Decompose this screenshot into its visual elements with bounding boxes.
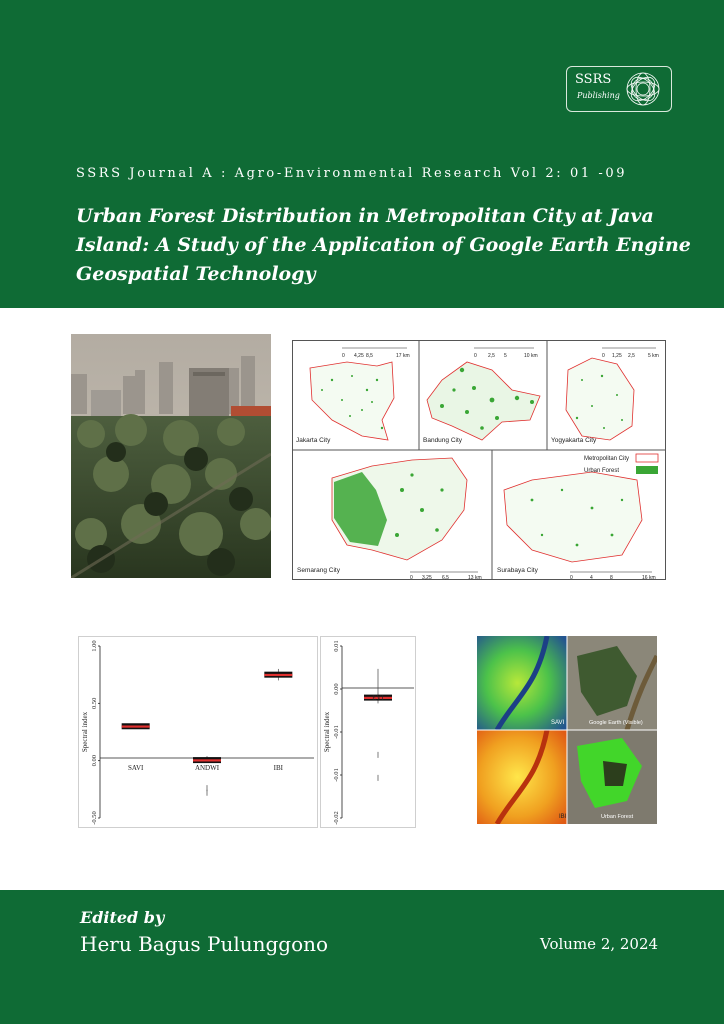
map-label-jakarta: Jakarta City (296, 437, 331, 444)
scale-surabaya-1: 4 (590, 575, 593, 580)
scale-surabaya-3: 16 km (642, 575, 656, 580)
scale-jakarta-1: 4,25 (354, 353, 364, 359)
legend-forest-label: Urban Forest (584, 468, 620, 474)
map-label-surabaya: Surabaya City (497, 567, 538, 574)
chart2-ytick-label: -0.02 (333, 811, 340, 825)
scale-yogya-1: 1,25 (612, 353, 622, 359)
scale-surabaya-0: 0 (570, 575, 573, 580)
scale-jakarta-2: 8,5 (366, 353, 373, 359)
chart2-category-label: EVI (372, 694, 384, 702)
panel-label-savi: SAVI (551, 720, 565, 726)
chart2-ytick-label: 0.00 (333, 683, 340, 695)
logo-name: SSRS (575, 72, 612, 87)
chart1-ytick-label: 1.00 (91, 640, 98, 652)
panel-label-google-earth: Google Earth (Visible) (589, 720, 643, 726)
scale-bandung-1: 2,5 (488, 353, 495, 359)
chart1-ytick-label: -0.50 (91, 811, 98, 825)
panel-label-urban-forest: Urban Forest (601, 814, 634, 820)
map-label-semarang: Semarang City (297, 567, 340, 574)
urban-forest-maps (292, 340, 666, 580)
edited-by-label: Edited by (80, 908, 165, 927)
chart2-ytick-label: -0.01 (333, 725, 340, 739)
scale-semarang-0: 0 (410, 575, 413, 580)
chart1-median (264, 674, 292, 676)
legend-metro-label: Metropolitan City (584, 456, 630, 462)
mandala-icon (623, 70, 663, 108)
scale-yogya-3: 5 km (648, 353, 659, 359)
satellite-index-panels (477, 636, 657, 824)
chart2-ytick-label: 0.01 (333, 640, 340, 652)
volume-label: Volume 2, 2024 (540, 935, 659, 953)
chart1-median (122, 725, 150, 727)
spectral-index-boxplot (78, 636, 318, 828)
chart1-category-label: ANDWI (194, 764, 220, 772)
scale-semarang-3: 13 km (468, 575, 482, 580)
scale-jakarta-0: 0 (342, 353, 345, 359)
city-photo (71, 334, 271, 578)
scale-semarang-1: 3,25 (422, 575, 432, 580)
chart1-ytick-label: 0.50 (91, 697, 98, 710)
scale-jakarta-3: 17 km (396, 353, 410, 359)
scale-bandung-0: 0 (474, 353, 477, 359)
chart2-ylabel: Spectral index (323, 711, 331, 753)
evi-boxplot (320, 636, 416, 828)
scale-bandung-2: 5 (504, 353, 507, 359)
map-label-bandung: Bandung City (423, 437, 463, 444)
scale-yogya-2: 2,5 (628, 353, 635, 359)
panel-label-ibi: IBI (559, 814, 567, 820)
journal-line: SSRS Journal A : Agro-Environmental Research Vol 2: 01 -09 (76, 166, 628, 181)
scale-bandung-3: 10 km (524, 353, 538, 359)
scale-surabaya-2: 8 (610, 575, 613, 580)
chart1-category-label: IBI (273, 764, 284, 772)
chart1-ylabel: Spectral index (81, 711, 89, 753)
publisher-logo (566, 66, 672, 112)
chart1-median (193, 759, 221, 761)
scale-semarang-2: 6,5 (442, 575, 449, 580)
chart2-ytick-label: -0.01 (333, 768, 340, 782)
legend-forest-swatch (636, 466, 658, 474)
chart1-category-label: SAVI (127, 764, 144, 772)
map-label-yogyakarta: Yogyakarta City (551, 437, 597, 444)
editor-name: Heru Bagus Pulunggono (80, 932, 329, 956)
legend-metro-swatch (636, 454, 658, 462)
logo-subtitle: Publishing (577, 91, 620, 100)
scale-yogya-0: 0 (602, 353, 605, 359)
chart1-ytick-label: 0.00 (91, 754, 98, 767)
article-title: Urban Forest Distribution in Metropolitan City at Java Island: A Study of the Application of Google Earth Engine Geospatial Technology (76, 205, 691, 285)
